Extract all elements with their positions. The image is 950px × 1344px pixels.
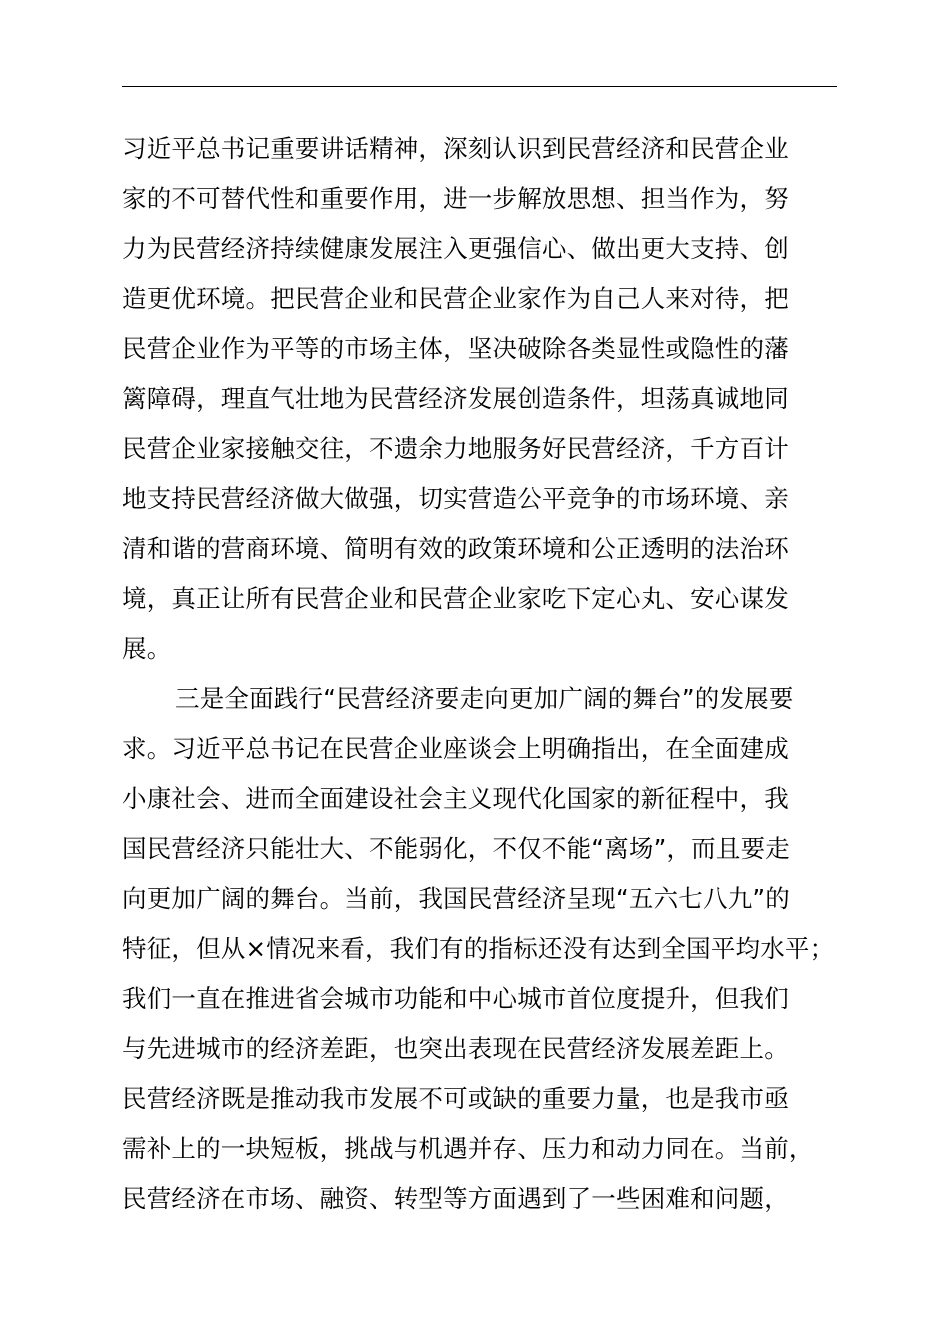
- text-line: 民营经济在市场、融资、转型等方面遇到了一些困难和问题，: [122, 1184, 789, 1213]
- text-line: 需补上的一块短板，挑战与机遇并存、压力和动力同在。当前，: [122, 1134, 814, 1163]
- text-line: 清和谐的营商环境、简明有效的政策环境和公正透明的法治环: [122, 534, 789, 563]
- text-line: 向更加广阔的舞台。当前，我国民营经济呈现“五六七八九”的: [122, 884, 790, 913]
- text-line: 求。习近平总书记在民营企业座谈会上明确指出，在全面建成: [122, 734, 789, 763]
- text-line: 我们一直在推进省会城市功能和中心城市首位度提升，但我们: [122, 984, 789, 1013]
- text-line: 民营企业作为平等的市场主体，坚决破除各类显性或隐性的藩: [122, 334, 789, 363]
- text-line: 家的不可替代性和重要作用，进一步解放思想、担当作为，努: [122, 184, 789, 213]
- text-line: 境，真正让所有民营企业和民营企业家吃下定心丸、安心谋发: [122, 584, 789, 613]
- paragraph-first-line: 三是全面践行“民营经济要走向更加广阔的舞台”的发展要: [175, 684, 794, 713]
- text-line: 造更优环境。把民营企业和民营企业家作为自己人来对待，把: [122, 284, 789, 313]
- text-line: 展。: [122, 634, 172, 663]
- text-line: 特征，但从×情况来看，我们有的指标还没有达到全国平均水平；: [122, 934, 835, 963]
- text-line: 民营经济既是推动我市发展不可或缺的重要力量，也是我市亟: [122, 1084, 789, 1113]
- text-line: 地支持民营经济做大做强，切实营造公平竞争的市场环境、亲: [122, 484, 789, 513]
- text-line: 与先进城市的经济差距，也突出表现在民营经济发展差距上。: [122, 1034, 789, 1063]
- text-line: 篱障碍，理直气壮地为民营经济发展创造条件，坦荡真诚地同: [122, 384, 789, 413]
- document-body: [122, 124, 867, 1224]
- text-line: 小康社会、进而全面建设社会主义现代化国家的新征程中，我: [122, 784, 789, 813]
- header-rule: [122, 86, 837, 87]
- text-line: 力为民营经济持续健康发展注入更强信心、做出更大支持、创: [122, 234, 789, 263]
- text-line: 国民营经济只能壮大、不能弱化，不仅不能“离场”，而且要走: [122, 834, 790, 863]
- text-line: 习近平总书记重要讲话精神，深刻认识到民营经济和民营企业: [122, 134, 789, 163]
- text-line: 民营企业家接触交往，不遗余力地服务好民营经济，千方百计: [122, 434, 789, 463]
